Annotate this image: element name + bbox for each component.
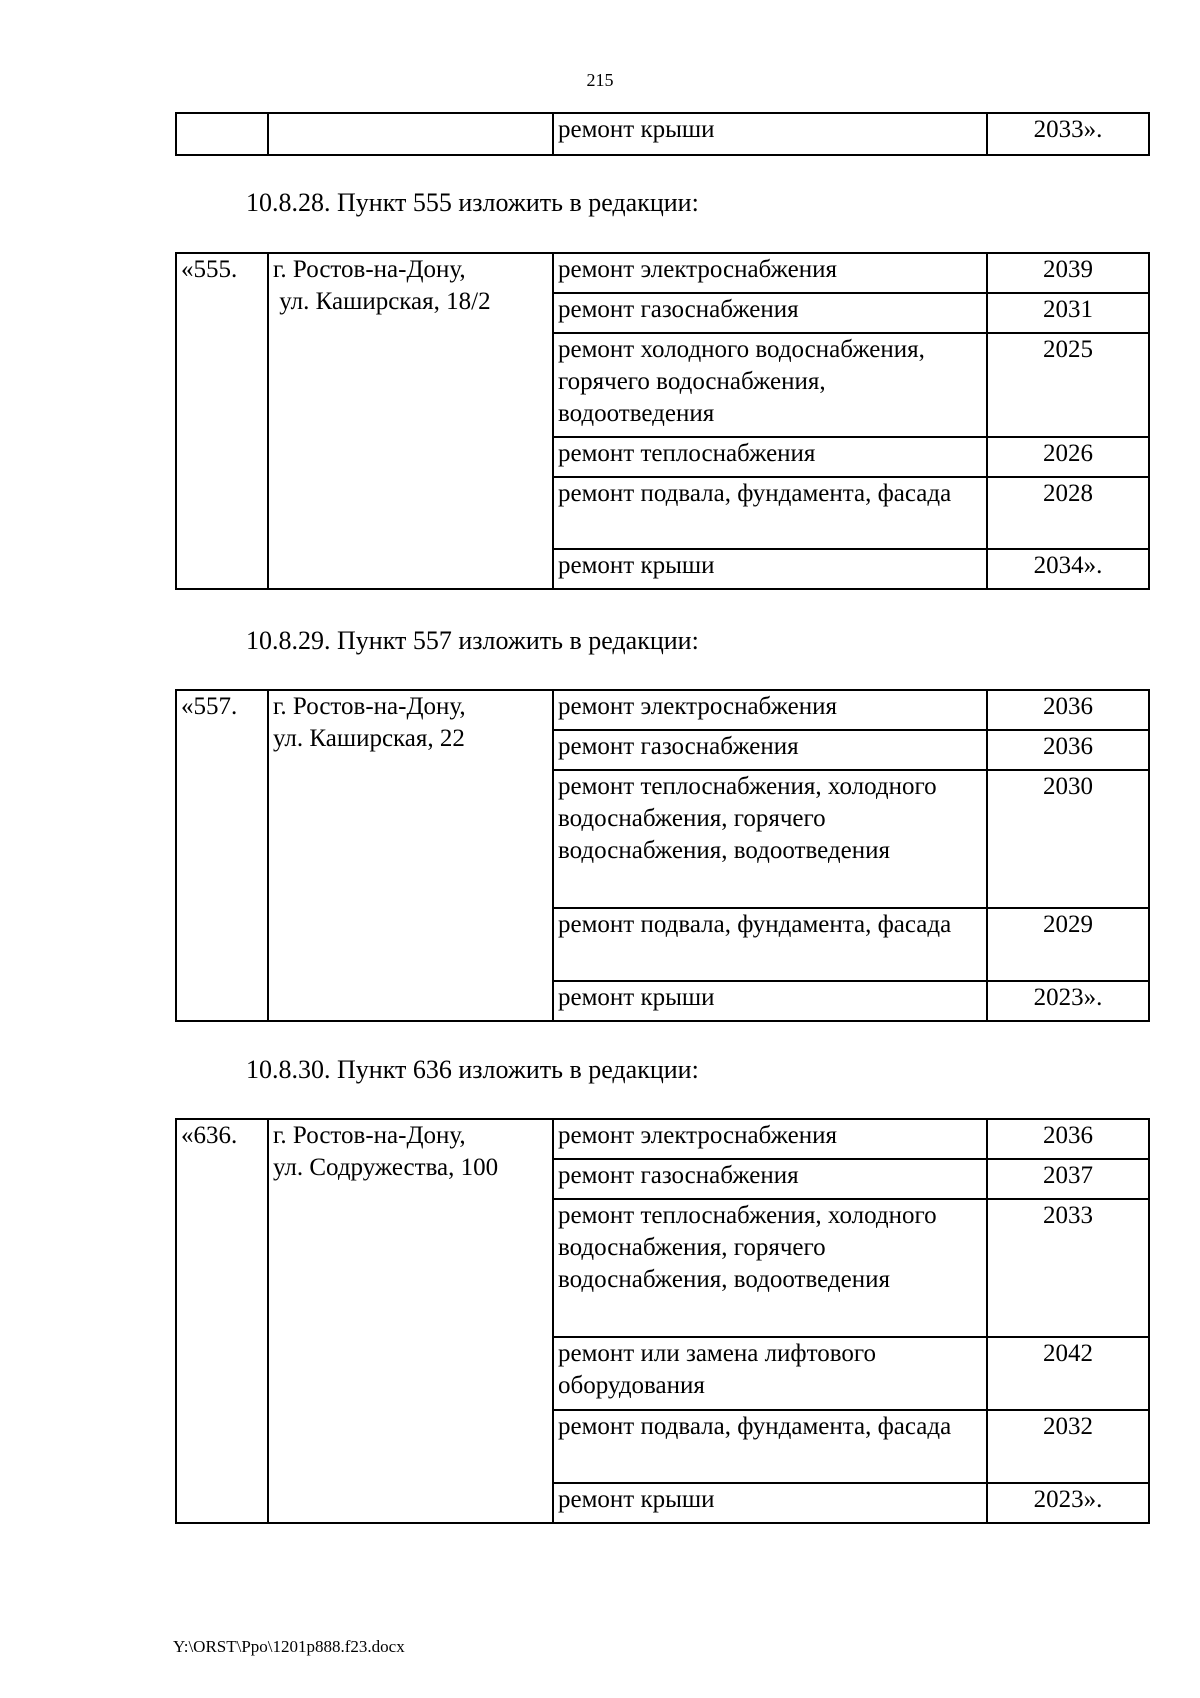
work-cell: ремонт крыши — [553, 549, 987, 589]
year-cell: 2026 — [987, 437, 1149, 477]
year-cell: 2028 — [987, 477, 1149, 549]
address-street: ул. Каширская, 22 — [273, 725, 465, 752]
address-street: ул. Содружества, 100 — [273, 1154, 499, 1181]
table-row — [176, 113, 1149, 155]
footer-file-path: Y:\ORST\Ppo\1201p888.f23.docx — [173, 1637, 405, 1656]
section-heading: 10.8.30. Пункт 636 изложить в редакции: — [246, 1055, 699, 1084]
year-cell: 2036 — [987, 1119, 1149, 1159]
year-cell: 2036 — [987, 690, 1149, 730]
year-cell: 2034». — [987, 549, 1149, 589]
item-number: «555. — [176, 253, 268, 589]
address-city: г. Ростов-на-Дону, — [273, 693, 466, 720]
number-cell — [176, 113, 268, 155]
work-cell: ремонт теплоснабжения, холодного водоснабжения, горячего водоснабжения, водоотведения — [553, 1199, 987, 1337]
work-cell: ремонт газоснабжения — [553, 730, 987, 770]
address-cell — [268, 690, 553, 1021]
year-cell: 2032 — [987, 1410, 1149, 1483]
address-cell — [268, 113, 553, 155]
item-number: «557. — [176, 690, 268, 1021]
year-cell: 2037 — [987, 1159, 1149, 1199]
table-row — [176, 253, 1149, 293]
work-cell: ремонт холодного водоснабжения, горячего водоснабжения, водоотведения — [553, 333, 987, 437]
address-cell — [268, 253, 553, 589]
year-cell: 2030 — [987, 770, 1149, 908]
work-cell: ремонт крыши — [553, 981, 987, 1021]
table-row — [176, 1119, 1149, 1159]
year-cell: 2023». — [987, 1483, 1149, 1523]
work-cell: ремонт подвала, фундамента, фасада — [553, 477, 987, 549]
work-cell: ремонт крыши — [553, 113, 987, 155]
address-city: г. Ростов-на-Дону, — [273, 1122, 466, 1149]
carry-over-table — [175, 112, 1150, 156]
address-cell — [268, 1119, 553, 1523]
year-cell: 2029 — [987, 908, 1149, 981]
work-cell: ремонт теплоснабжения, холодного водоснабжения, горячего водоснабжения, водоотведения — [553, 770, 987, 908]
year-cell: 2036 — [987, 730, 1149, 770]
work-cell: ремонт теплоснабжения — [553, 437, 987, 477]
amendment-table-555 — [175, 252, 1150, 590]
year-cell: 2031 — [987, 293, 1149, 333]
year-cell: 2033». — [987, 113, 1149, 155]
work-cell: ремонт газоснабжения — [553, 293, 987, 333]
address-street: ул. Каширская, 18/2 — [273, 288, 491, 315]
year-cell: 2025 — [987, 333, 1149, 437]
table-row — [176, 690, 1149, 730]
year-cell: 2039 — [987, 253, 1149, 293]
year-cell: 2042 — [987, 1337, 1149, 1410]
work-cell: ремонт электроснабжения — [553, 690, 987, 730]
page-number: 215 — [586, 70, 614, 90]
year-cell: 2023». — [987, 981, 1149, 1021]
section-heading: 10.8.28. Пункт 555 изложить в редакции: — [246, 188, 699, 217]
work-cell: ремонт или замена лифтового оборудования — [553, 1337, 987, 1410]
work-cell: ремонт крыши — [553, 1483, 987, 1523]
amendment-table-557 — [175, 689, 1150, 1022]
work-cell: ремонт подвала, фундамента, фасада — [553, 1410, 987, 1483]
address-city: г. Ростов-на-Дону, — [273, 256, 466, 283]
section-heading: 10.8.29. Пункт 557 изложить в редакции: — [246, 626, 699, 655]
work-cell: ремонт газоснабжения — [553, 1159, 987, 1199]
item-number: «636. — [176, 1119, 268, 1523]
amendment-table-636 — [175, 1118, 1150, 1524]
work-cell: ремонт электроснабжения — [553, 253, 987, 293]
work-cell: ремонт электроснабжения — [553, 1119, 987, 1159]
year-cell: 2033 — [987, 1199, 1149, 1337]
work-cell: ремонт подвала, фундамента, фасада — [553, 908, 987, 981]
